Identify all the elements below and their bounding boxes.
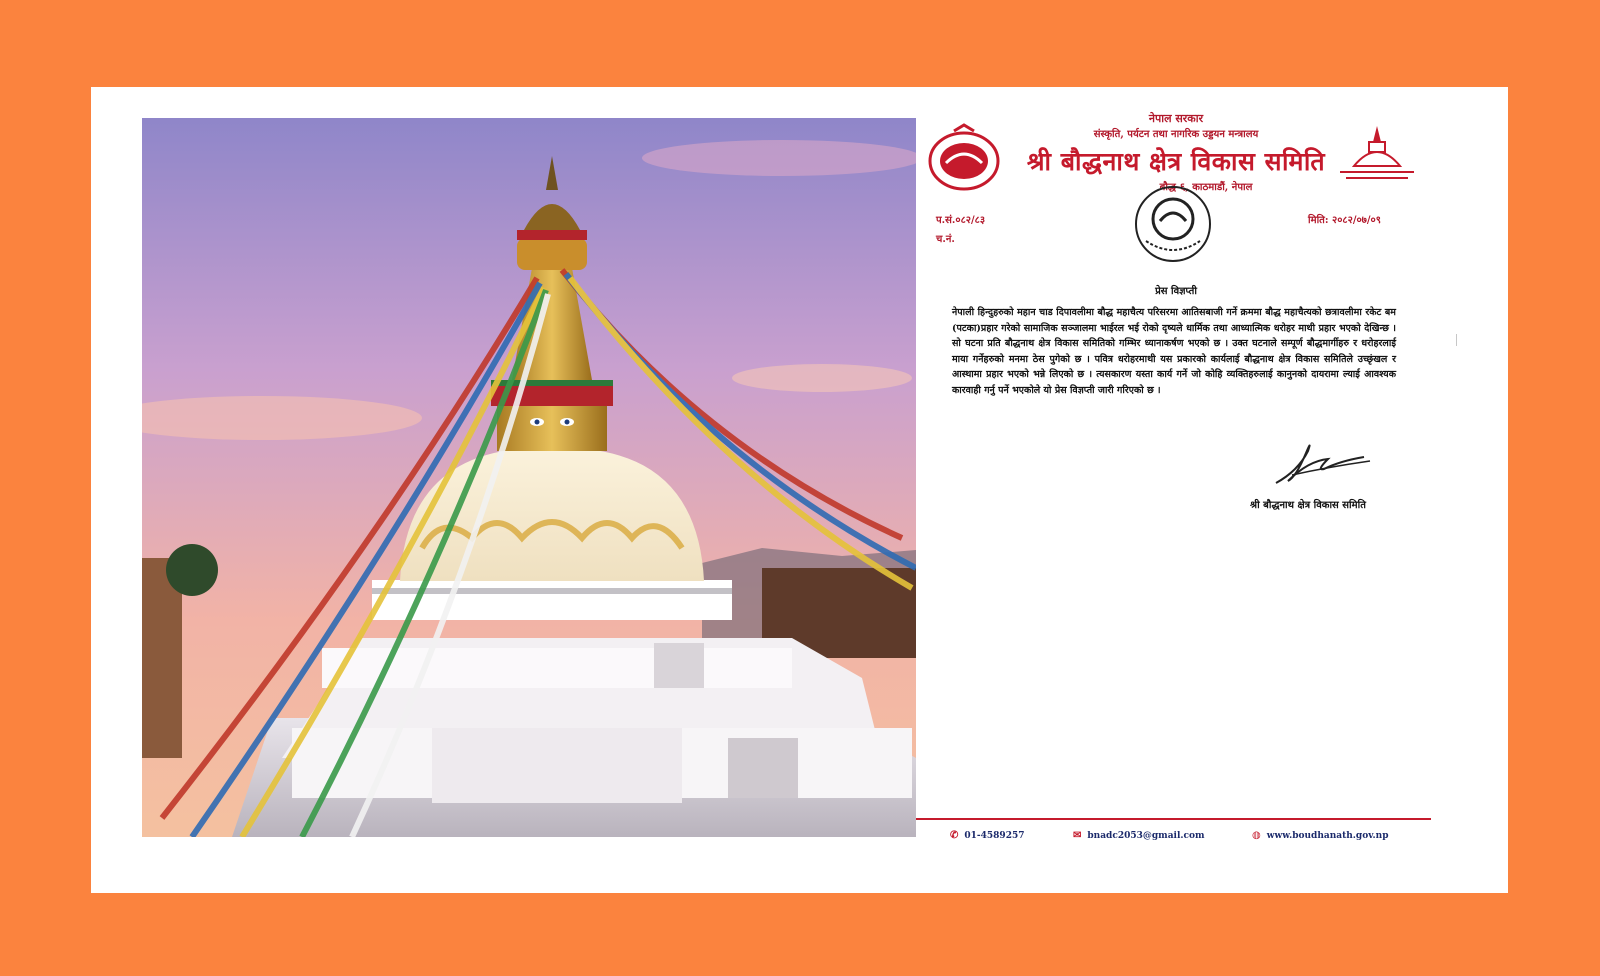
footer-website xyxy=(1252,830,1389,841)
email-icon: ✉ xyxy=(1073,830,1082,841)
letter-subject: प्रेस विज्ञप्ती xyxy=(1155,286,1197,297)
email-address: bnadc2053@gmail.com xyxy=(1087,830,1205,841)
organization-name: श्री बौद्धनाथ क्षेत्र विकास समिति xyxy=(1026,147,1326,176)
footer-divider xyxy=(916,818,1431,820)
boudhanath-stupa-photo xyxy=(142,118,916,837)
ministry-label: संस्कृति, पर्यटन तथा नागरिक उड्डयन मन्त्रालय xyxy=(1093,129,1259,140)
footer-email xyxy=(1073,830,1205,841)
phone-icon: ✆ xyxy=(950,830,959,841)
official-seal-icon xyxy=(1132,183,1214,265)
stupa-illustration xyxy=(142,118,916,837)
dispatch-number: च.नं. xyxy=(936,234,955,245)
scroll-marker xyxy=(1456,334,1457,346)
reference-number: प.सं.०८२/८३ xyxy=(936,215,986,226)
signatory-name: श्री बौद्धनाथ क्षेत्र विकास समिति xyxy=(1250,500,1366,511)
website-url: www.boudhanath.gov.np xyxy=(1266,830,1389,841)
organization-location: बौद्ध-६, काठमाडौं, नेपाल xyxy=(1159,182,1253,193)
letter-date: मिति: २०८२/०७/०९ xyxy=(1308,215,1381,226)
press-release-letter xyxy=(916,87,1436,867)
footer-phone xyxy=(950,830,1025,841)
stupa-logo-icon xyxy=(1336,124,1418,186)
letter-body: नेपाली हिन्दुहरुको महान चाड दिपावलीमा बौद्ध महाचैत्य परिसरमा आतिसबाजी गर्ने क्रममा बौद्ध महाचैत्यको छत्रावलीमा रकेट बम (पटका)प्रहार गरेको सामाजिक सञ्जालमा भाईरल भई रोको दृष्यले धार्मिक तथा आध्यात्मिक धरोहर माथी प्रहार भएको देखिन्छ । सो घटना प्रति बौद्धनाथ क्षेत्र विकास समितिको गम्भिर ध्यानाकर्षण भएको छ । उक्त घटनाले सम्पूर्ण बौद्धमार्गीहरु र धरोहरलाई माया गर्नेहरुको मनमा ठेस पुगेको छ । पवित्र धरोहरमाथी यस प्रकारको कार्यलाई बौद्धनाथ क्षेत्र विकास समितिले उच्छृंखल र आस्थामा प्रहार भएको भन्ने लिएको छ । त्यसकारण यस्ता कार्य गर्ने जो कोहि व्यक्तिहरुलाई कानुनको दायरामा ल्याई आवश्यक कारवाही गर्नु पर्ने भएकोले यो प्रेस विज्ञप्ती जारी गरिएको छ । xyxy=(952,307,1396,396)
phone-number: 01-4589257 xyxy=(964,830,1025,841)
globe-icon: ◍ xyxy=(1252,830,1261,841)
handwritten-signature-icon xyxy=(1268,431,1378,491)
government-label: नेपाल सरकार xyxy=(1148,112,1204,125)
